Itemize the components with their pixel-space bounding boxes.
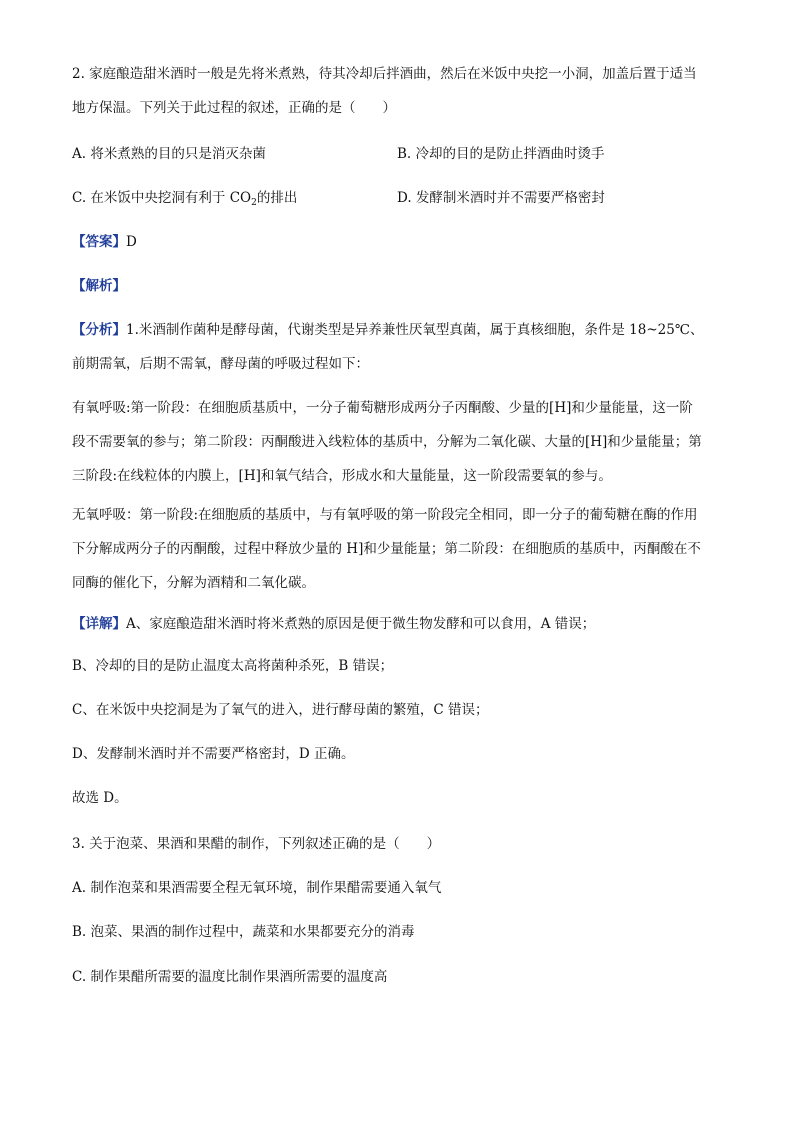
- answer-value: D: [126, 234, 137, 250]
- aerobic-line1: 有氧呼吸:第一阶段：在细胞质基质中，一分子葡萄糖形成两分子丙酮酸、少量的[H]和少量能量，这一阶: [72, 400, 693, 416]
- q3-option-a: A. 制作泡菜和果酒需要全程无氧环境，制作果醋需要通入氧气: [72, 880, 442, 896]
- anaerobic-line2: 下分解成两分子的丙酮酸，过程中释放少量的 H]和少量能量；第二阶段：在细胞质的基质中，丙酮酸在不: [72, 541, 701, 557]
- q2-answer: [72, 232, 137, 252]
- answer-tag: 【答案】: [72, 234, 126, 250]
- q2-fenxi-line1: [72, 320, 703, 340]
- detail-text-a: A、家庭酿造甜米酒时将米煮熟的原因是便于微生物发酵和可以食用，A 错误；: [126, 616, 596, 632]
- anaerobic-line3: 同酶的催化下，分解为酒精和二氧化碳。: [72, 575, 315, 591]
- conclusion: 故选 D。: [72, 790, 128, 806]
- q2-analysis-heading: [72, 276, 126, 296]
- aerobic-line3: 三阶段:在线粒体的内膜上，[H]和氧气结合，形成水和大量能量，这一阶段需要氧的参与。: [72, 468, 612, 484]
- fenxi-tag: 【分析】: [72, 322, 126, 338]
- analysis-tag: 【解析】: [72, 278, 126, 294]
- detail-line-c: C、在米饭中央挖洞是为了氧气的进入，进行酵母菌的繁殖，C 错误；: [72, 702, 489, 718]
- fenxi-text-line1: 1.米酒制作菌种是酵母菌，代谢类型是异养兼性厌氧型真菌，属于真核细胞，条件是 18~25℃、: [126, 322, 704, 338]
- q2-option-d: D. 发酵制米酒时并不需要严格密封: [397, 190, 605, 206]
- q2-option-c-text-after: 的排出: [256, 190, 298, 206]
- detail-line-b: B、冷却的目的是防止温度太高将菌种杀死，B 错误；: [72, 658, 394, 674]
- q3-stem: 3. 关于泡菜、果酒和果醋的制作，下列叙述正确的是（ ）: [72, 836, 441, 852]
- q3-option-c: C. 制作果醋所需要的温度比制作果酒所需要的温度高: [72, 969, 388, 985]
- detail-line-a: [72, 614, 595, 634]
- detail-line-d: D、发酵制米酒时并不需要严格密封，D 正确。: [72, 746, 355, 762]
- q3-option-b: B. 泡菜、果酒的制作过程中，蔬菜和水果都要充分的消毒: [72, 924, 415, 940]
- q2-option-c-text: C. 在米饭中央挖洞有利于 CO: [72, 190, 252, 206]
- detail-tag: 【详解】: [72, 616, 126, 632]
- q2-option-c-subscript: 2: [251, 198, 257, 208]
- q2-option-b: B. 冷却的目的是防止拌酒曲时烫手: [397, 146, 605, 162]
- q2-option-a: A. 将米煮熟的目的只是消灭杂菌: [72, 146, 266, 162]
- q2-fenxi-line2: 前期需氧，后期不需氧，酵母菌的呼吸过程如下：: [72, 356, 369, 372]
- q2-stem-line2: 地方保温。下列关于此过程的叙述，正确的是（ ）: [72, 100, 396, 116]
- q2-option-c: [72, 188, 297, 208]
- q2-stem-line1: 2. 家庭酿造甜米酒时一般是先将米煮熟，待其冷却后拌酒曲，然后在米饭中央挖一小洞，加盖后置于适当: [72, 66, 697, 82]
- anaerobic-line1: 无氧呼吸：第一阶段:在细胞质的基质中，与有氧呼吸的第一阶段完全相同，即一分子的葡萄糖在酶的作用: [72, 507, 698, 523]
- aerobic-line2: 段不需要氧的参与；第二阶段：丙酮酸进入线粒体的基质中，分解为二氧化碳、大量的[H]和少量能量；第: [72, 434, 702, 450]
